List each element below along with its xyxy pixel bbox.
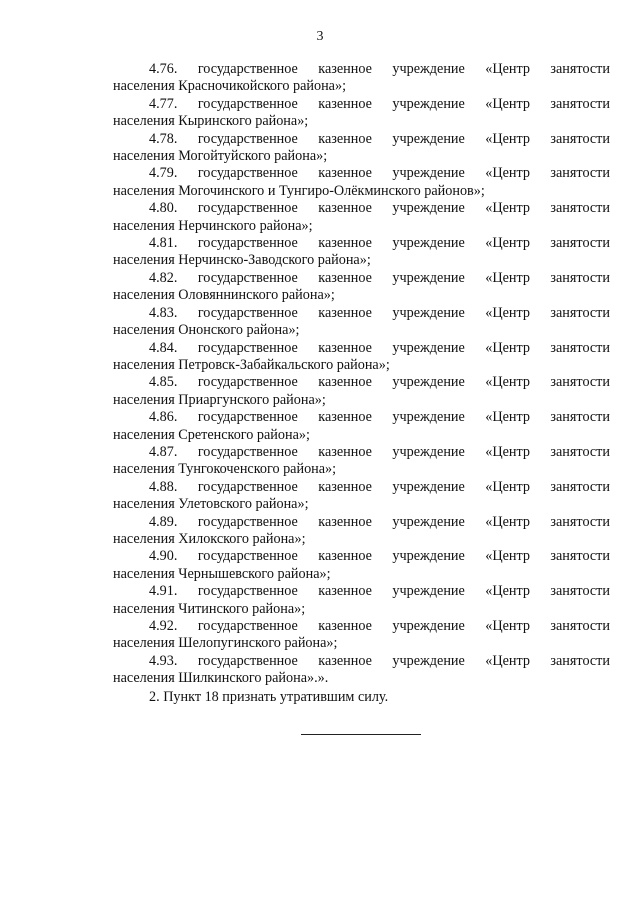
item-second-line: населения Кыринского района»;: [113, 113, 309, 130]
item-word: государственное: [197, 200, 298, 217]
item-second-line: населения Чернышевского района»;: [113, 565, 331, 582]
item-word: занятости: [550, 61, 610, 77]
list-item: [113, 444, 610, 479]
end-of-document-rule: [301, 734, 421, 735]
item-number: 4.76.: [149, 61, 178, 77]
item-word: учреждение: [392, 304, 465, 321]
item-word: «Центр: [485, 548, 530, 565]
item-first-line: [113, 340, 610, 357]
item-second-line: населения Петровск-Забайкальского района»;: [113, 356, 390, 373]
item-number: 4.93.: [149, 652, 178, 669]
item-word: учреждение: [392, 61, 465, 77]
item-word: «Центр: [485, 339, 530, 356]
item-first-line: [113, 374, 610, 391]
item-first-line: [113, 548, 610, 565]
item-word: занятости: [550, 409, 610, 426]
item-word: казенное: [318, 95, 372, 112]
list-item: [113, 653, 610, 688]
item-word: казенное: [318, 61, 372, 77]
item-first-line: [113, 514, 610, 531]
item-word: казенное: [318, 374, 372, 391]
item-word: государственное: [197, 374, 298, 391]
item-word: занятости: [550, 583, 610, 600]
list-item: [113, 409, 610, 444]
item-word: государственное: [197, 130, 298, 147]
item-word: государственное: [197, 548, 298, 565]
item-list: [113, 61, 610, 688]
item-first-line: [113, 165, 610, 182]
item-number: 4.92.: [149, 618, 178, 634]
item-first-line: [113, 200, 610, 217]
item-word: казенное: [318, 269, 372, 286]
item-first-line: [113, 618, 610, 635]
item-number: 4.89.: [149, 513, 178, 530]
item-word: государственное: [197, 652, 298, 669]
item-word: занятости: [550, 95, 610, 112]
item-word: казенное: [318, 409, 372, 426]
item-second-line: населения Шилкинского района».».: [113, 670, 329, 687]
item-first-line: [113, 583, 610, 600]
item-word: государственное: [197, 304, 298, 321]
item-first-line: [113, 131, 610, 148]
list-item: [113, 61, 610, 96]
item-second-line: населения Нерчинского района»;: [113, 217, 313, 234]
item-word: казенное: [318, 583, 372, 600]
item-number: 4.83.: [149, 304, 178, 321]
item-number: 4.90.: [149, 548, 178, 565]
item-word: «Центр: [485, 235, 530, 252]
closing-paragraph: 2. Пункт 18 признать утратившим силу.: [149, 688, 389, 705]
item-word: занятости: [550, 339, 610, 356]
document-body: [113, 61, 610, 706]
item-number: 4.78.: [149, 130, 178, 147]
item-first-line: [113, 444, 610, 461]
item-word: «Центр: [485, 443, 530, 460]
item-word: государственное: [197, 513, 298, 530]
item-word: государственное: [197, 61, 298, 77]
item-word: «Центр: [485, 165, 530, 182]
item-number: 4.82.: [149, 269, 178, 286]
item-number: 4.81.: [149, 235, 178, 252]
item-first-line: [113, 235, 610, 252]
item-word: «Центр: [485, 513, 530, 530]
list-item: [113, 374, 610, 409]
item-word: учреждение: [392, 548, 465, 565]
item-number: 4.84.: [149, 339, 178, 356]
item-first-line: [113, 96, 610, 113]
item-word: занятости: [550, 235, 610, 252]
item-word: «Центр: [485, 374, 530, 391]
item-number: 4.80.: [149, 200, 178, 217]
item-word: государственное: [197, 165, 298, 182]
item-first-line: [113, 479, 610, 496]
item-word: занятости: [550, 165, 610, 182]
item-word: занятости: [550, 548, 610, 565]
item-word: казенное: [318, 165, 372, 182]
item-word: занятости: [550, 130, 610, 147]
item-word: «Центр: [485, 583, 530, 600]
list-item: [113, 548, 610, 583]
list-item: [113, 200, 610, 235]
item-word: казенное: [318, 200, 372, 217]
list-item: [113, 96, 610, 131]
item-word: государственное: [197, 339, 298, 356]
item-word: «Центр: [485, 95, 530, 112]
item-number: 4.86.: [149, 409, 178, 426]
item-word: занятости: [550, 513, 610, 530]
item-word: «Центр: [485, 409, 530, 426]
page-number: 3: [316, 29, 324, 44]
item-number: 4.85.: [149, 374, 178, 391]
item-word: занятости: [550, 443, 610, 460]
item-word: учреждение: [392, 652, 465, 669]
item-second-line: населения Приаргунского района»;: [113, 391, 326, 408]
item-second-line: населения Нерчинско-Заводского района»;: [113, 252, 371, 269]
item-word: государственное: [197, 443, 298, 460]
item-word: казенное: [318, 304, 372, 321]
list-item: [113, 514, 610, 549]
item-word: «Центр: [485, 652, 530, 669]
item-second-line: населения Красночикойского района»;: [113, 78, 347, 95]
item-first-line: [113, 61, 610, 78]
item-second-line: населения Могойтуйского района»;: [113, 148, 328, 165]
list-item: [113, 340, 610, 375]
item-word: учреждение: [392, 130, 465, 147]
item-second-line: населения Шелопугинского района»;: [113, 635, 338, 652]
item-word: занятости: [550, 652, 610, 669]
item-first-line: [113, 270, 610, 287]
item-word: казенное: [318, 548, 372, 565]
item-word: учреждение: [392, 95, 465, 112]
item-word: государственное: [197, 95, 298, 112]
item-word: «Центр: [485, 304, 530, 321]
item-word: учреждение: [392, 374, 465, 391]
item-word: учреждение: [392, 618, 465, 634]
item-word: «Центр: [485, 130, 530, 147]
item-word: занятости: [550, 374, 610, 391]
item-word: казенное: [318, 130, 372, 147]
item-first-line: [113, 305, 610, 322]
item-number: 4.91.: [149, 583, 178, 600]
item-word: государственное: [197, 618, 298, 634]
item-second-line: населения Оловяннинского района»;: [113, 287, 335, 304]
list-item: [113, 479, 610, 514]
list-item: [113, 270, 610, 305]
list-item: [113, 165, 610, 200]
item-word: учреждение: [392, 165, 465, 182]
list-item: [113, 618, 610, 653]
item-word: казенное: [318, 652, 372, 669]
item-number: 4.88.: [149, 478, 178, 495]
item-word: «Центр: [485, 200, 530, 217]
item-word: государственное: [197, 409, 298, 426]
item-number: 4.79.: [149, 165, 178, 182]
item-word: казенное: [318, 339, 372, 356]
list-item: [113, 235, 610, 270]
item-first-line: [113, 653, 610, 670]
item-word: учреждение: [392, 200, 465, 217]
item-word: казенное: [318, 235, 372, 252]
list-item: [113, 583, 610, 618]
item-word: «Центр: [485, 269, 530, 286]
item-first-line: [113, 409, 610, 426]
item-word: занятости: [550, 618, 610, 634]
item-second-line: населения Хилокского района»;: [113, 530, 306, 547]
item-word: учреждение: [392, 478, 465, 495]
item-second-line: населения Улетовского района»;: [113, 496, 309, 513]
list-item: [113, 131, 610, 166]
item-word: казенное: [318, 513, 372, 530]
item-word: учреждение: [392, 235, 465, 252]
item-word: занятости: [550, 269, 610, 286]
item-word: государственное: [197, 478, 298, 495]
item-word: казенное: [318, 443, 372, 460]
item-word: казенное: [318, 478, 372, 495]
item-second-line: населения Могочинского и Тунгиро-Олёкминского районов»;: [113, 182, 485, 199]
item-word: «Центр: [485, 478, 530, 495]
item-word: занятости: [550, 478, 610, 495]
item-second-line: населения Ононского района»;: [113, 322, 300, 339]
item-word: учреждение: [392, 583, 465, 600]
item-word: «Центр: [485, 61, 530, 77]
item-word: казенное: [318, 618, 372, 634]
item-word: занятости: [550, 200, 610, 217]
item-number: 4.77.: [149, 95, 178, 112]
item-word: занятости: [550, 304, 610, 321]
item-word: «Центр: [485, 618, 530, 634]
item-second-line: населения Читинского района»;: [113, 600, 306, 617]
item-word: государственное: [197, 235, 298, 252]
item-second-line: населения Тунгокоченского района»;: [113, 461, 337, 478]
item-word: учреждение: [392, 269, 465, 286]
item-word: государственное: [197, 269, 298, 286]
item-word: учреждение: [392, 339, 465, 356]
item-word: учреждение: [392, 409, 465, 426]
item-word: учреждение: [392, 443, 465, 460]
item-word: государственное: [197, 583, 298, 600]
item-second-line: населения Сретенского района»;: [113, 426, 310, 443]
item-number: 4.87.: [149, 443, 178, 460]
list-item: [113, 305, 610, 340]
item-word: учреждение: [392, 513, 465, 530]
